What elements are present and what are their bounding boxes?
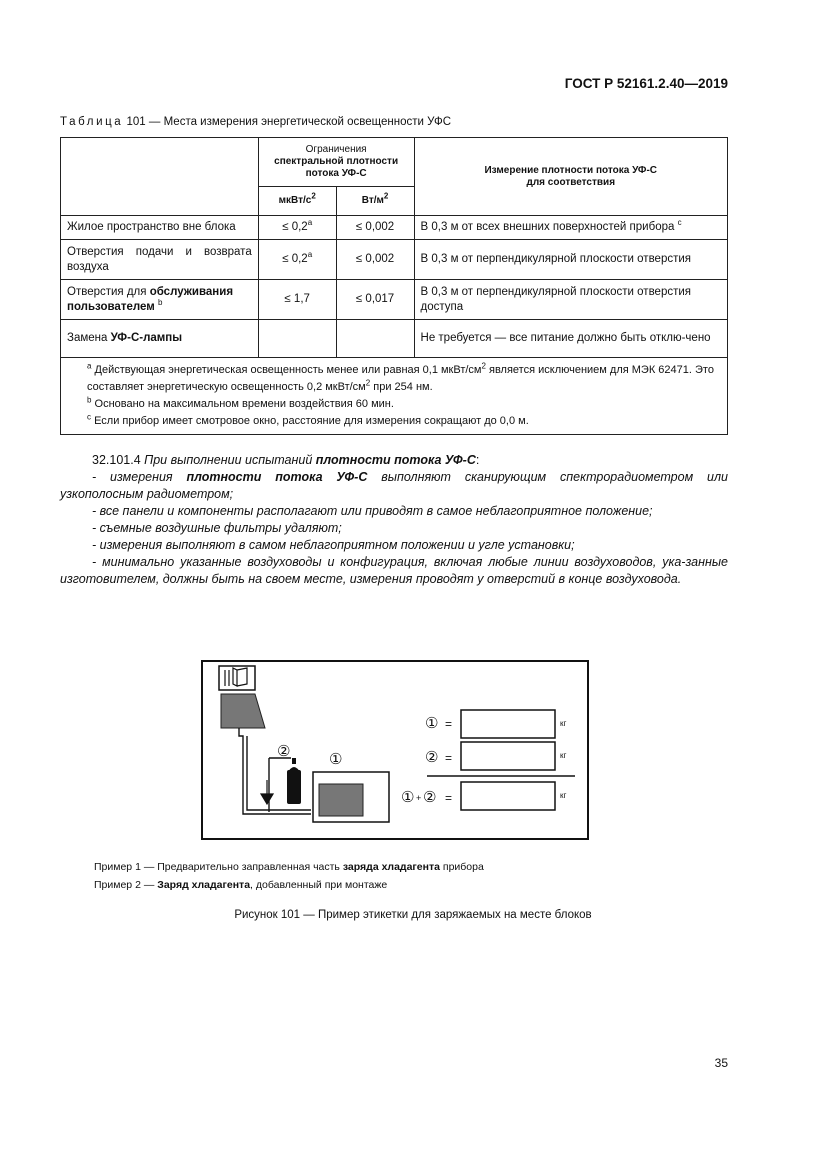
figure-caption: Рисунок 101 — Пример этикетки для заряжаемых на месте блоков bbox=[234, 909, 592, 921]
document-header: ГОСТ Р 52161.2.40—2019 bbox=[564, 76, 728, 91]
table-caption bbox=[60, 116, 451, 128]
field-1-box bbox=[461, 710, 555, 738]
field-3-plus: + bbox=[416, 793, 422, 803]
header-measurement: Измерение плотности потока УФ-С для соответствия bbox=[414, 138, 727, 216]
table-caption-number: 101 bbox=[126, 116, 146, 128]
page-number: 35 bbox=[714, 1056, 728, 1070]
field-3-circle-1: ① bbox=[401, 788, 415, 806]
note-c: $^c$ Если прибор имеет смотровое окно, расстояние для измерения сокращают до 0,0 м. bbox=[87, 412, 529, 427]
table-caption-title: — Места измерения энергетической освещенности УФС bbox=[148, 116, 452, 128]
figure-drawing bbox=[203, 662, 587, 838]
list-item: - съемные воздушные фильтры удаляют; bbox=[92, 521, 342, 535]
field-3-circle-2: ② bbox=[423, 788, 437, 806]
circle-1-label: ① bbox=[329, 750, 343, 768]
field-2-eq: = bbox=[445, 751, 453, 765]
arrow-down-icon bbox=[261, 780, 273, 804]
list-item: - измерения выполняют в самом неблагоприятном положении и угле установки; bbox=[92, 538, 575, 552]
header-unit-2: $Вт/м^2$ bbox=[336, 187, 414, 216]
field-1-circle: ① bbox=[425, 714, 439, 732]
field-1-eq: = bbox=[445, 717, 453, 731]
table-notes-row bbox=[61, 358, 728, 435]
circle-2-label: ② bbox=[277, 742, 291, 760]
uv-measurement-table bbox=[60, 137, 728, 435]
header-empty-cell bbox=[61, 138, 259, 216]
field-3-unit: кг bbox=[560, 791, 567, 800]
field-2-circle: ② bbox=[425, 748, 439, 766]
section-intro: 32.101.4 При выполнении испытаний плотности потока УФ-С: bbox=[92, 453, 480, 467]
list-item: - измерения плотности потока УФ-С выполняют сканирующим спектрорадиометром или узкополосным радиометром; bbox=[60, 470, 728, 501]
note-b: $^b$ Основано на максимальном времени воздействия 60 мин. bbox=[87, 395, 394, 410]
example-2: Пример 2 — Заряд хладагента, добавленный при монтаже bbox=[94, 879, 388, 891]
refrigerant-label-figure bbox=[201, 660, 589, 840]
table-row: Замена УФ-С-лампы Не требуется — все питание должно быть отклю-чено bbox=[61, 320, 728, 358]
field-3-box bbox=[461, 782, 555, 810]
table-notes bbox=[61, 358, 728, 435]
table-row: Отверстия для обслуживания пользователем $^b$ ≤ 1,7 ≤ 0,017 В 0,3 м от перпендикулярной плоскости отверстия доступа bbox=[61, 280, 728, 320]
field-2-unit: кг bbox=[560, 751, 567, 760]
header-limits: Ограничения спектральной плотности потока УФ-С bbox=[258, 138, 414, 187]
manual-book-icon bbox=[219, 666, 255, 690]
gas-cylinder-icon bbox=[287, 758, 301, 804]
section-text bbox=[60, 452, 728, 588]
field-2-box bbox=[461, 742, 555, 770]
table-row: Жилое пространство вне блока ≤ 0,2$^a$ ≤ 0,002 В 0,3 м от всех внешних поверхностей прибора $^c$ bbox=[61, 216, 728, 240]
list-item: - минимально указанные воздуховоды и конфигурация, включая любые линии воздуховодов, ука-занные изготовителем, должны быть на своем месте, измерения проводят у отверстий в конце воздуховода. bbox=[60, 555, 728, 586]
indoor-unit-shape bbox=[221, 694, 265, 728]
table-row: Отверстия подачи и возврата воздуха ≤ 0,2$^a$ ≤ 0,002 В 0,3 м от перпендикулярной плоскости отверстия bbox=[61, 240, 728, 280]
header-unit-1: мкВт/$с^2$ bbox=[258, 187, 336, 216]
field-3-eq: = bbox=[445, 791, 453, 805]
table-caption-prefix: Таблица bbox=[60, 116, 124, 128]
outdoor-unit-panel bbox=[319, 784, 363, 816]
field-1-unit: кг bbox=[560, 719, 567, 728]
list-item: - все панели и компоненты располагают или приводят в самое неблагоприятное положение; bbox=[92, 504, 653, 518]
example-1: Пример 1 — Предварительно заправленная часть заряда хладагента прибора bbox=[94, 861, 484, 873]
note-a: $^a$ Действующая энергетическая освещенность менее или равная 0,1 мкВт/$см^2$ является исключением для МЭК 62471. Это составляет энергетическую освещенность 0,2 мкВт/$см^2$ при 254 нм. bbox=[87, 361, 714, 393]
